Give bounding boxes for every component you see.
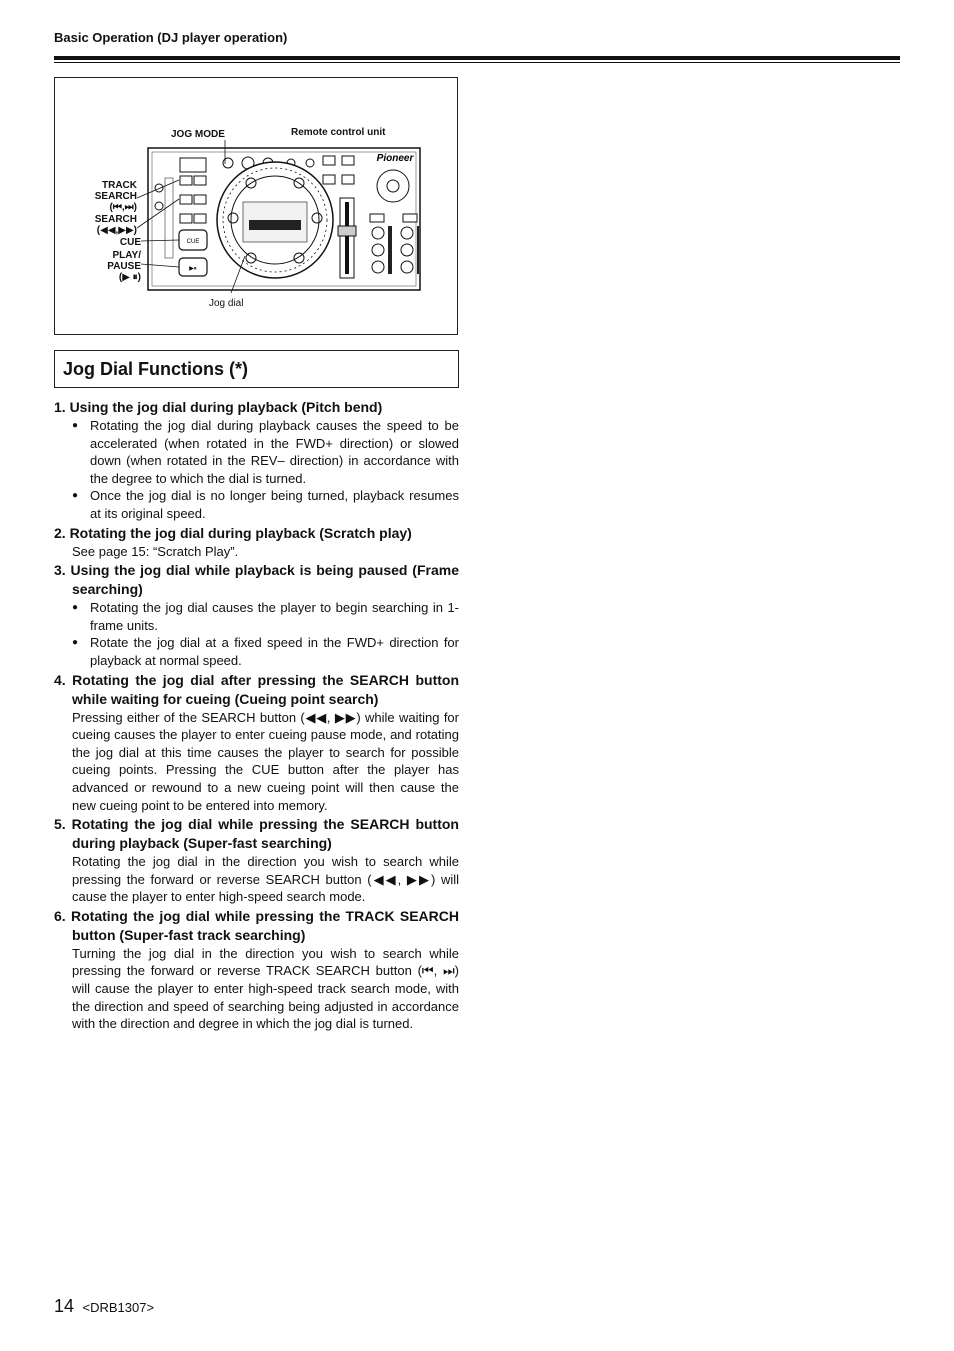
- list-item: [54, 561, 459, 669]
- item-title: 4. Rotating the jog dial after pressing the SEARCH button while waiting for cueing (Cueing point search): [54, 671, 459, 707]
- bullet-item: ● Rotating the jog dial causes the player to begin searching in 1-frame units.: [72, 599, 459, 634]
- cue-label: CUE: [119, 237, 141, 248]
- item-title: 1. Using the jog dial during playback (Pitch bend): [54, 399, 383, 415]
- item-title: 3. Using the jog dial while playback is being paused (Frame searching): [54, 562, 459, 598]
- list-item: [54, 524, 459, 561]
- track-search-label: TRACK SEARCH (⏮,⏭): [94, 180, 137, 213]
- item-title: 6. Rotating the jog dial while pressing the TRACK SEARCH button (Super-fast track searching): [54, 907, 459, 943]
- item-title: 5. Rotating the jog dial while pressing the SEARCH button during playback (Super-fast searching): [54, 816, 459, 852]
- header-rule-thin: [54, 62, 900, 63]
- item-body: See page 15: “Scratch Play”.: [72, 543, 239, 559]
- search-label: SEARCH (◀◀,▶▶): [94, 214, 137, 236]
- svg-text:CUE: CUE: [186, 239, 200, 245]
- bullet-list: [54, 417, 459, 523]
- list-item: [54, 907, 459, 1033]
- section-heading-box: [54, 350, 459, 388]
- list-item: [54, 398, 459, 523]
- svg-text:Pioneer: Pioneer: [376, 153, 414, 164]
- bullet-item: ● Rotating the jog dial during playback causes the speed to be accelerated (when rotated in the FWD+ direction) or slowed down (when rotated in the REV– direction) in accordance with the degree to which the dial is turned.: [72, 417, 459, 487]
- document-code: <DRB1307>: [82, 1300, 155, 1315]
- bullet-item: ● Rotate the jog dial at a fixed speed in the FWD+ direction for playback at normal speed.: [72, 634, 459, 669]
- device-figure: [54, 77, 458, 335]
- jog-dial-functions-list: [54, 398, 459, 1034]
- jog-dial-caption: Jog dial: [209, 298, 244, 309]
- jog-mode-label: JOG MODE: [171, 129, 225, 140]
- list-item: [54, 815, 459, 906]
- svg-text:▶⏸: ▶⏸: [189, 266, 197, 272]
- item-body: Pressing either of the SEARCH button (◀◀, ▶▶) while waiting for cueing causes the player to enter cueing pause mode, and rotating the jog dial at this time causes the player to search for possible cueing points. Pressing the CUE button after the player has advanced or rewound to a new cueing point will then cause the new cueing point to be entered into memory.: [72, 709, 459, 813]
- bullet-list: [54, 599, 459, 669]
- play-pause-label: PLAY/ PAUSE (▶ ⏸): [107, 250, 141, 283]
- list-item: [54, 671, 459, 815]
- remote-control-label: Remote control unit: [291, 127, 386, 138]
- header-rule: [54, 56, 900, 60]
- page-footer: [54, 1296, 154, 1317]
- item-body: Turning the jog dial in the direction you wish to search while pressing the forward or reverse TRACK SEARCH button (⏮, ⏭) will cause the player to enter high-speed track search mode, with the direction and speed of searching being adjusted in accordance with the direction and degree in which the jog dial is turned.: [72, 945, 459, 1032]
- page-number: 14: [54, 1296, 75, 1316]
- section-title: Jog Dial Functions (*): [63, 359, 249, 379]
- item-title: 2. Rotating the jog dial during playback (Scratch play): [54, 524, 412, 541]
- item-body: Rotating the jog dial in the direction you wish to search while pressing the forward or reverse SEARCH button (◀◀, ▶▶) will cause the player to enter high-speed search mode.: [72, 854, 459, 905]
- page-header: Basic Operation (DJ player operation): [54, 30, 288, 45]
- bullet-item: ● Once the jog dial is no longer being turned, playback resumes at its original speed.: [72, 487, 459, 522]
